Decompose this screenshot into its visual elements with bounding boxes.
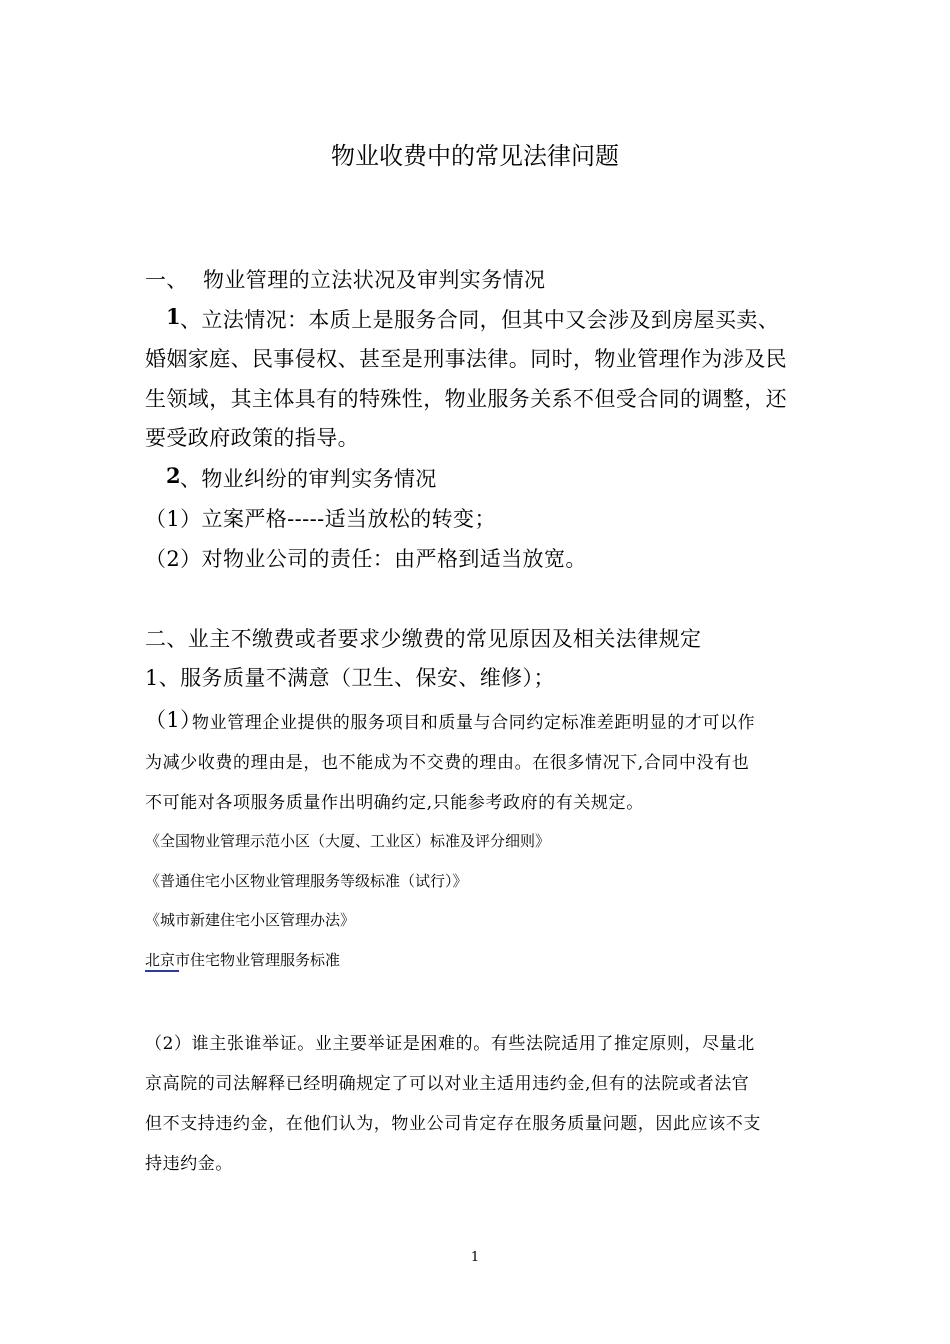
section2-heading: 二、业主不缴费或者要求少缴费的常见原因及相关法律规定 [145,627,702,651]
section2-para2-line: （2）谁主张谁举证。业主要举证是困难的。有些法院适用了推定原则，尽量北 [145,1034,755,1054]
document-title: 物业收费中的常见法律问题 [331,142,619,170]
section1-sub1: （1）立案严格-----适当放松的转变； [145,507,496,531]
standard-reference: 《全国物业管理示范小区（大厦、工业区）标准及评分细则》 [145,832,551,850]
section1-item1-line: 生领域，其主体具有的特殊性，物业服务关系不但受合同的调整，还 [145,387,787,411]
section1-heading: 物业管理的立法状况及审判实务情况 [203,268,546,292]
section1-item2-text: 、物业纠纷的审判实务情况 [180,467,437,491]
section2-para2-line: 京高院的司法解释已经明确规定了可以对业主适用违约金,但有的法院或者法官 [145,1074,750,1094]
section2-para1-prefix: （1） [145,708,202,732]
section1-heading-number: 一、 [145,268,188,292]
section1-item1-line: 要受政府政策的指导。 [145,426,359,450]
section2-para1-line: 为减少收费的理由是，也不能成为不交费的理由。在很多情况下,合同中没有也 [145,753,750,773]
standard-reference: 《城市新建住宅小区管理办法》 [145,911,356,929]
section2-para2-line: 但不支持违约金，在他们认为，物业公司肯定存在服务质量问题，因此应该不支 [145,1114,761,1134]
section2-item1: 1、服务质量不满意（卫生、保安、维修）； [145,666,555,690]
section1-sub2: （2）对物业公司的责任：由严格到适当放宽。 [145,547,587,571]
link-underline [145,970,179,972]
standard-reference: 《普通住宅小区物业管理服务等级标准（试行）》 [145,872,468,890]
page-number: 1 [470,1250,480,1265]
section1-item2-number: 2 [166,463,182,488]
section2-para1-line: 物业管理企业提供的服务项目和质量与合同约定标准差距明显的才可以作 [192,713,756,733]
section1-item1-line: 、立法情况：本质上是服务合同，但其中又会涉及到房屋买卖、 [180,308,780,332]
section1-item1-number: 1 [166,304,182,329]
standard-reference-link[interactable]: 北京市住宅物业管理服务标准 [145,951,341,969]
section2-para1-line: 不可能对各项服务质量作出明确约定,只能参考政府的有关规定。 [145,793,644,813]
section2-para2-line: 持违约金。 [145,1154,233,1174]
section1-item1-line: 婚姻家庭、民事侵权、甚至是刑事法律。同时，物业管理作为涉及民 [145,347,787,371]
